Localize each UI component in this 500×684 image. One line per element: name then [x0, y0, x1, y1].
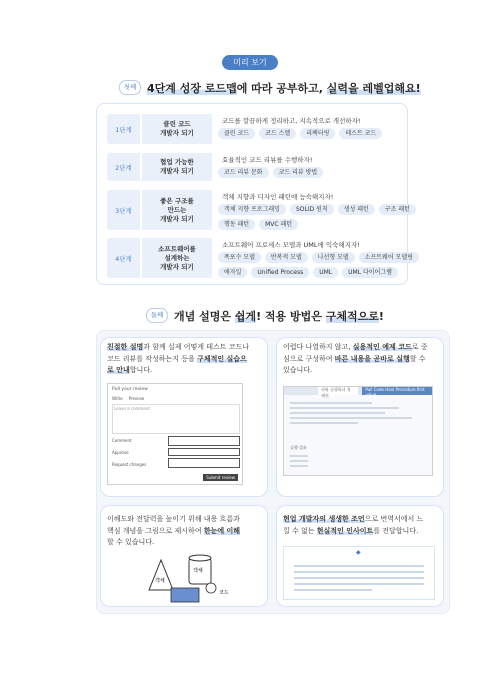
step-number: 1단계 — [107, 114, 140, 144]
card-examples-text — [283, 342, 439, 377]
pr-opt-comment[interactable]: Comment — [112, 438, 132, 443]
card-insights-end: 를 전달합니다. — [373, 526, 419, 535]
step-number: 2단계 — [107, 153, 140, 181]
card-practice-hl1: 친절한 설명 — [107, 343, 144, 351]
card-insights-text — [283, 514, 441, 537]
code-tab1[interactable]: 리뷰 실행하다 첫 세션 — [318, 387, 358, 395]
keyword-tag: 객체 지향 프로그래밍 — [218, 204, 286, 215]
section2-title-highlight1: 쉽게 — [234, 310, 257, 323]
pr-submit-button[interactable]: Submit review — [203, 474, 238, 481]
keyword-tag: UML — [313, 267, 338, 278]
section1-title — [147, 80, 421, 96]
keyword-tag: Unified Process — [251, 267, 309, 278]
keyword-tag: 소프트웨어 모델링 — [359, 252, 419, 263]
card-illustrations-text — [107, 514, 265, 549]
keyword-tag: 반복적 모델 — [265, 252, 308, 263]
illus-label-3: 코드 — [219, 590, 229, 596]
pr-opt-request[interactable]: Request changes — [112, 462, 147, 467]
card-examples-end: 할 수 있습니다. — [283, 354, 426, 374]
pr-comment-box[interactable]: Leave a comment — [112, 404, 240, 434]
keyword-tag: 나선형 모델 — [312, 252, 355, 263]
card-examples-pre: 어렵다 나열하지 않고, — [283, 343, 353, 351]
step-tags — [218, 204, 448, 230]
callout2 — [168, 448, 240, 456]
section2-title-post: ! — [378, 310, 384, 323]
keyword-tag: 코드 스멜 — [259, 128, 296, 139]
step-description: 객체 지향과 디자인 패턴에 능숙해지자! — [222, 193, 334, 201]
card-examples — [276, 337, 444, 497]
card-insights-mid: 으로 번역서에서 느 낄 수 없는 — [283, 515, 424, 535]
keyword-tag: 행동 패턴 — [218, 219, 255, 230]
pr-opt-approve[interactable]: Approve — [112, 450, 129, 455]
keyword-tag: 애자일 — [218, 267, 247, 278]
keyword-tag: 폭포수 모델 — [218, 252, 261, 263]
code-result-lines — [290, 452, 350, 470]
step-name: 클린 코드 개발자 되기 — [142, 114, 212, 144]
keyword-tag: 클린 코드 — [218, 128, 255, 139]
section2-title-highlight2: 구체적으로 — [325, 310, 379, 323]
section2-title-mid: ! 적용 방법은 — [256, 310, 326, 323]
section2-title-pre: 개념 설명은 — [174, 310, 235, 323]
preview-label: 미리 보기 — [222, 55, 278, 70]
section1-title-highlight: 4단계 성장 로드맵 — [147, 82, 237, 95]
keyword-tag: 테스트 코드 — [339, 128, 382, 139]
card-insights-hl1: 현업 개발자의 생생한 조언 — [283, 515, 365, 523]
card-practice-end: 합니다. — [129, 366, 153, 374]
card-insights — [276, 505, 444, 607]
illus-label-1: 객체 — [155, 578, 165, 584]
code-result-label: 실행 결과 — [290, 445, 307, 450]
section2-badge: 둘째 — [146, 308, 168, 323]
step-tags — [218, 167, 448, 178]
keyword-tag: 생성 패턴 — [338, 204, 375, 215]
step-number: 3단계 — [107, 190, 140, 230]
step-name: 좋은 구조를 만드는 개발자 되기 — [142, 190, 212, 230]
card-examples-mid: 로 중 심으로 구성하여 — [283, 343, 428, 363]
step-description: 코드를 깔끔하게 정리하고, 지속적으로 개선하자! — [222, 117, 361, 125]
card-examples-hl1: 실용적인 예제 코드 — [352, 343, 412, 351]
card-illustrations-hl: 한눈에 이해 — [203, 526, 241, 535]
step-description: 소프트웨어 프로세스 모델과 UML에 익숙해지자! — [222, 241, 360, 249]
keyword-tag: MVC 패턴 — [259, 219, 298, 230]
step-number: 4단계 — [107, 238, 140, 278]
code-lines — [290, 399, 426, 435]
concept-illustration — [131, 550, 241, 604]
illus-label-2: 객체 — [193, 568, 203, 574]
card-insights-hl2: 현실적인 인사이트 — [316, 526, 374, 535]
card-examples-hl2: 바른 내용을 곧바로 실행 — [334, 354, 410, 363]
code-example-mock — [283, 386, 433, 476]
card-illustrations-end: 할 수 있습니다. — [107, 538, 155, 546]
callout3 — [168, 458, 240, 468]
code-tab2[interactable]: Pull Code Heal Procedure first value — [362, 387, 432, 395]
card-illustrations — [100, 505, 268, 607]
keyword-tag: 코드 리뷰 문화 — [218, 167, 269, 178]
section2-title — [174, 308, 384, 324]
step-name: 협업 가능한 개발자 되기 — [142, 153, 212, 181]
keyword-tag: 리팩터링 — [300, 128, 335, 139]
card-practice-text — [107, 342, 263, 377]
card-illustrations-pre: 이해도와 전달력을 높이기 위해 내용 흐름과 핵심 개념을 그림으로 제시하여 — [107, 515, 240, 535]
section1-title-end: 실력을 레벨업해요! — [326, 82, 421, 95]
advice-diamond-icon: ◆ — [356, 549, 361, 556]
keyword-tag: SOLID 원칙 — [290, 204, 334, 215]
section1-badge: 첫째 — [119, 80, 141, 95]
card-practice-hl2: 구체적인 실습으 로 안내 — [107, 354, 247, 374]
advice-box — [283, 546, 435, 600]
keyword-tag: 구조 패턴 — [379, 204, 416, 215]
step-name: 소프트웨어를 설계하는 개발자 되기 — [142, 238, 212, 278]
pr-review-mock — [107, 383, 243, 485]
keyword-tag: 코드 리뷰 방법 — [273, 167, 324, 178]
step-tags — [218, 128, 448, 139]
advice-lines — [294, 561, 424, 595]
pr-tab-preview[interactable]: Preview — [128, 396, 145, 401]
card-practice-body: 과 함께 실제 어떻게 테스트 코드나 코드 리뷰를 작성하는지 등을 — [107, 343, 250, 363]
pr-tab-write[interactable]: Write — [112, 396, 123, 401]
section1-title-mid: 에 따라 공부하고, — [236, 82, 327, 95]
keyword-tag: UML 다이어그램 — [342, 267, 398, 278]
callout1 — [168, 436, 240, 446]
pr-title: Pull your review — [112, 387, 148, 392]
card-practice — [100, 337, 268, 497]
step-description: 효율적인 코드 리뷰를 수행하자! — [222, 156, 313, 164]
step-tags — [218, 252, 448, 278]
